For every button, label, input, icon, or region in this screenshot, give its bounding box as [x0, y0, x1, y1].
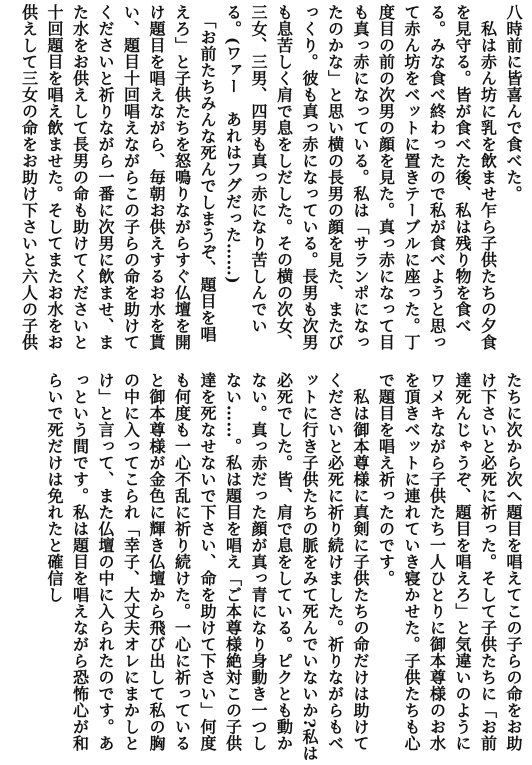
paragraph: 「お前たちみんな死んでしまうぞ、題目を唱えろ」と子供たちを怒鳴りながらすぐ仏壇を開け題目を唱えながら、毎朝お供えするお水を貰い、題目十回唱えながらこの子らの命を助けてくださいと祈りながら一番に次男に飲ませ、また水をお供えして長男の命も助けてくださいと十回題目を唱え飲ませた。そしてまたお水をお供えして三女の命をお助け下さいと六人の子供: [19, 4, 217, 351]
paragraph: 八時前に皆喜んで食べた。 私は赤ん坊に乳を飲ませ乍ら子供たちの夕食を見守る。皆が食べた後、私は残り物を食べる。みな食べ終わったので私が食べようと思って赤ん坊をベットに置きテーブルに座った。丁度目の前の次男の顔を見た。真っ赤になって目も真っ赤になっている。私は「サランポになったのかな」と思い横の長男の顔を見た、またびっくり。彼も真っ赤になっている。長男も次男も息苦しく肩で息をしだした。その横の次女、三女、三男、四男も真っ赤になり苦しんでいる。(ワァー あれはフグだった……): [223, 4, 523, 351]
bottom-text-block: [6, 372, 526, 762]
paragraph: 私は御本尊様に真剣に子供たちの命だけは助けてくださいと必死に祈り続けました。祈りながらもベットに行き子供たちの脈をみて死んでいないか?私は必死でした。皆、肩で息をしている。ピクとも動かない。真っ赤だった顔が真っ青になり身動き一つしない……。私は題目を唱え「ご本尊様絶対この子供達を死なせないで下さい、命を助けて下さい」何度も何度も一心不乱に祈り続けた。一心に祈っていると御本尊様が金色に輝き仏壇から飛び出して私の胸の中に入ってこられ「幸子、大丈夫オレにまかしとけ」と言って、また仏壇の中に入られたのです。あっという間です。私は題目を唱えながら恐怖心が和らいで死だけは免れたと確信し: [45, 372, 370, 762]
top-text-block: [6, 4, 526, 356]
paragraph: たちに次から次へ題目を唱えてこの子らの命をお助け下さいと必死に祈った。そして子供たちに「お前達死んじゃうぞ、題目を唱えろ」と気違いのようにワメキながら子供たち一人ひとりに御本尊様のお水を頂きベットに連れていき寝かせた。子供たちも心で題目を唱え祈ったのです。: [376, 372, 523, 752]
